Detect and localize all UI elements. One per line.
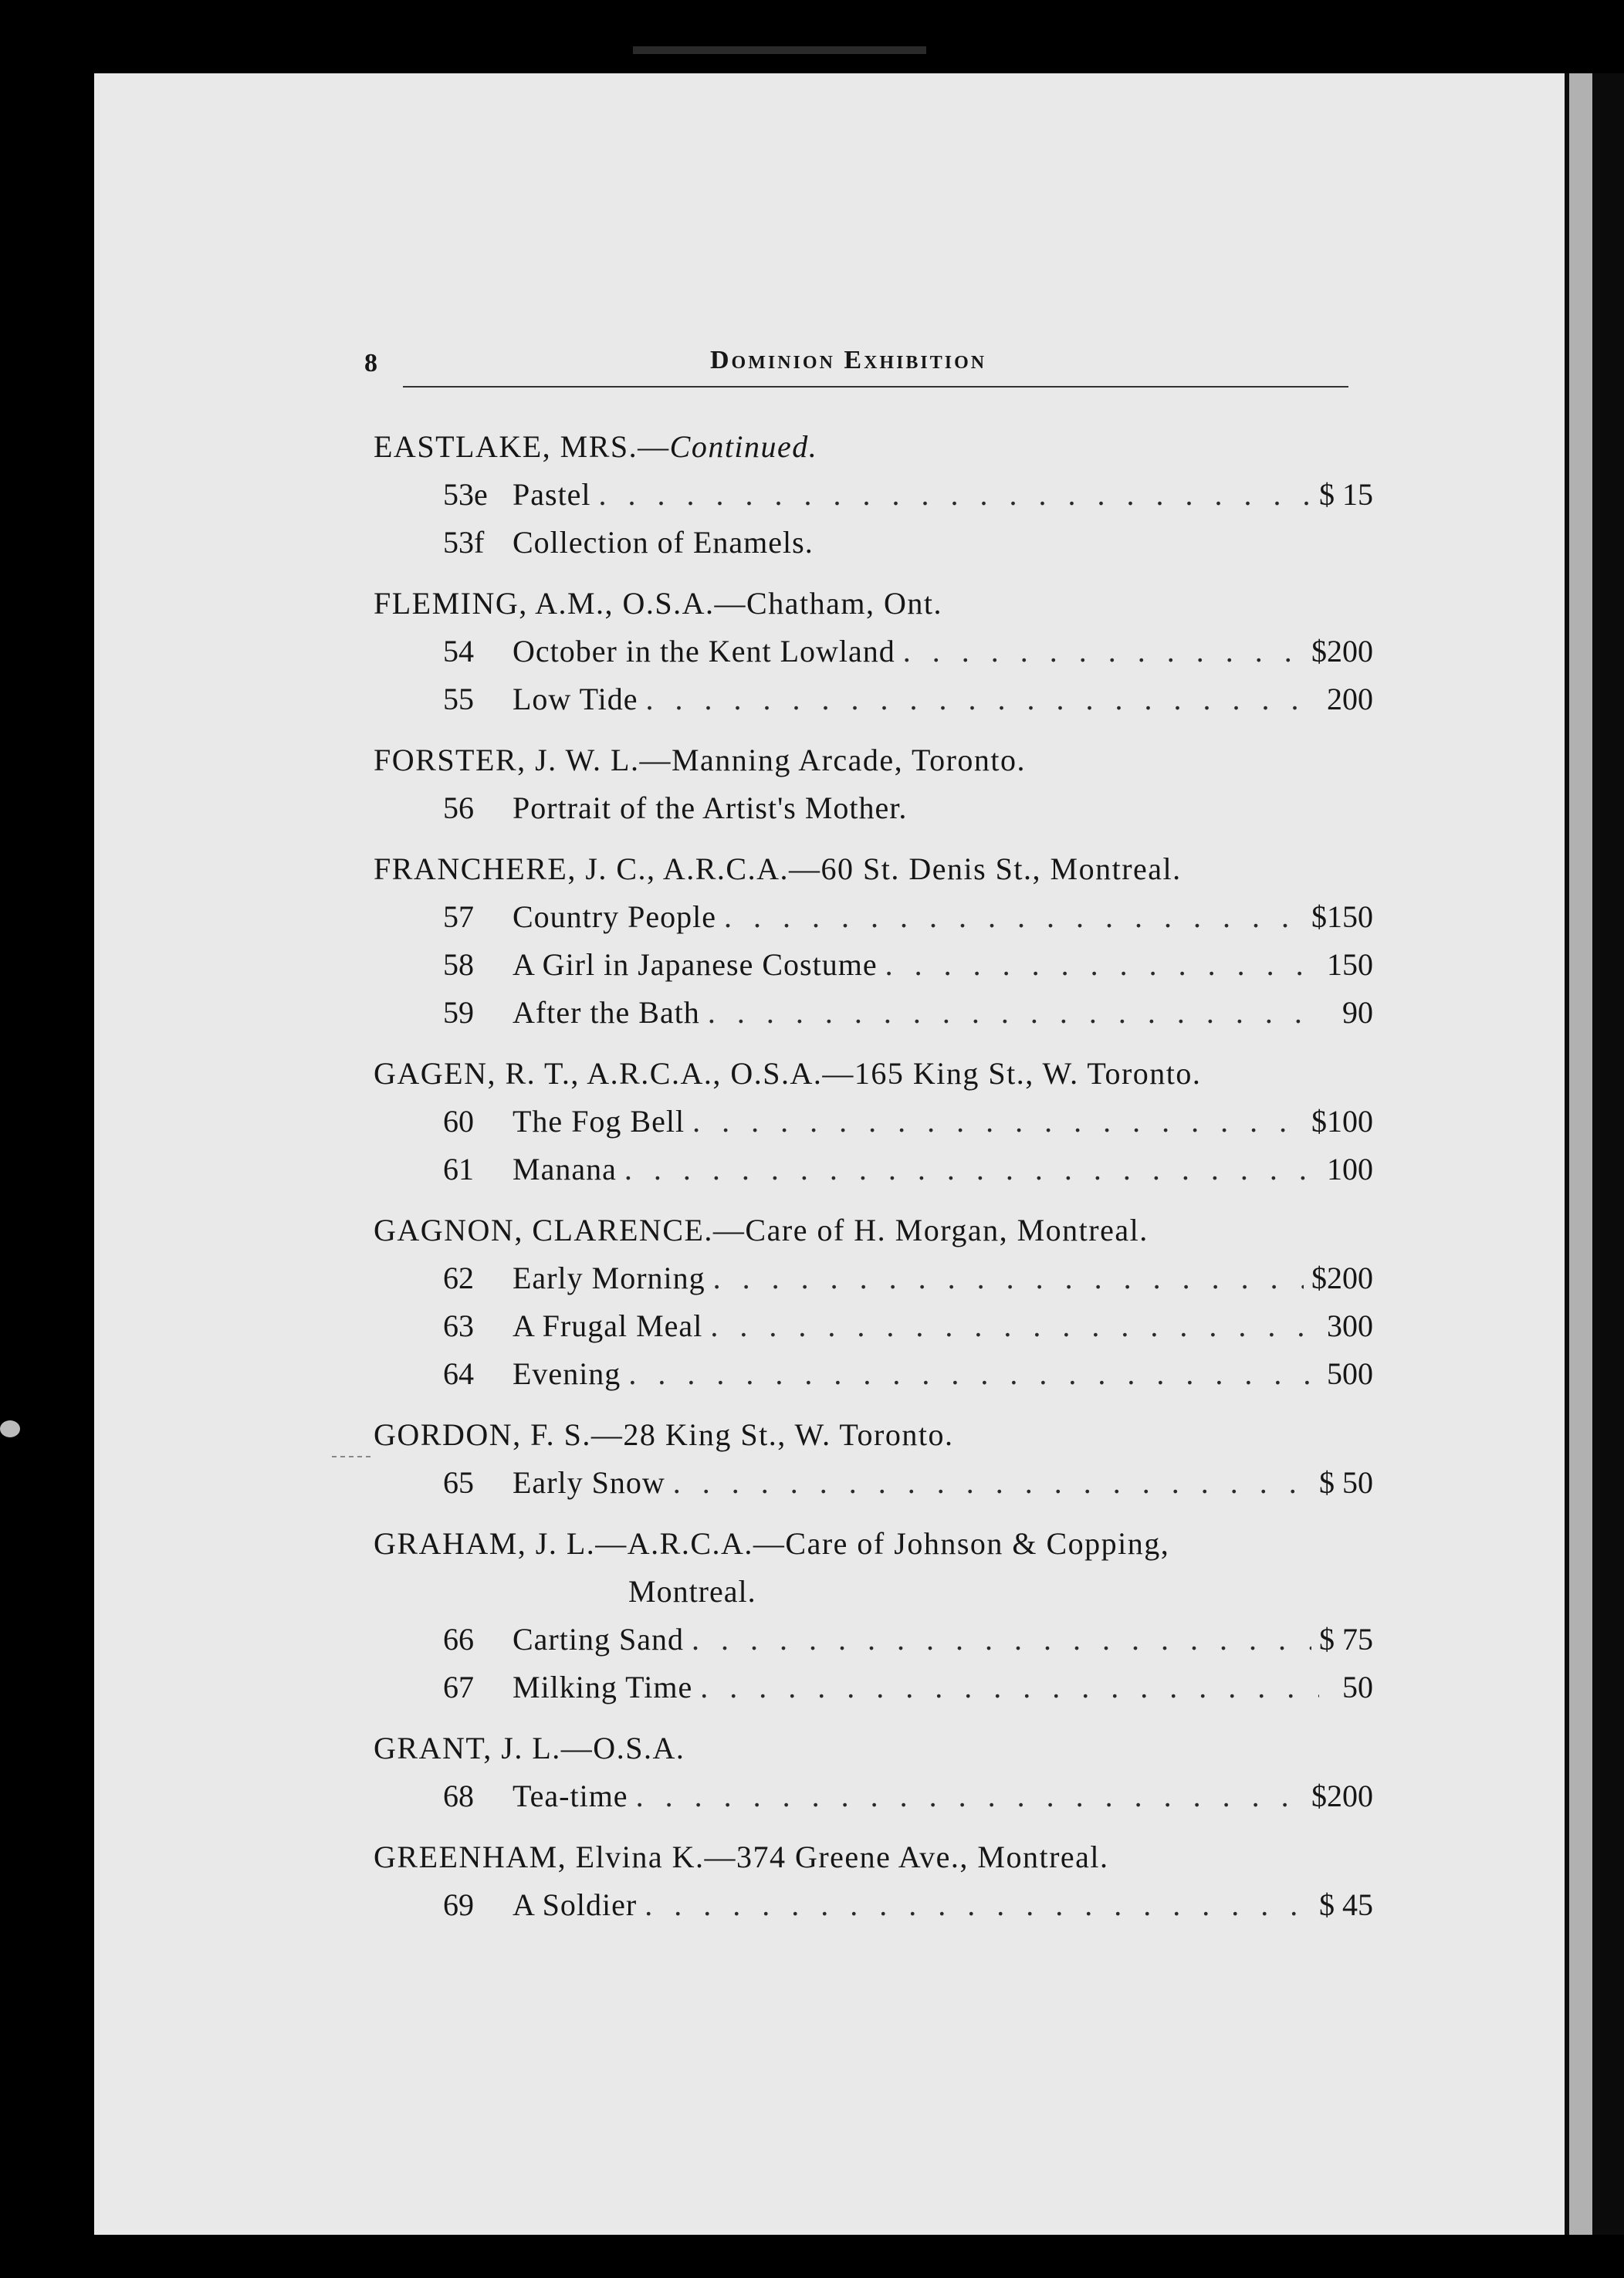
dot-leader: [885, 941, 1319, 989]
artist-heading: [374, 423, 1373, 471]
artist-name: EASTLAKE, MRS.—: [374, 429, 670, 464]
entry-number: 66: [443, 1622, 474, 1657]
entry-price: 90: [1342, 995, 1373, 1030]
entry-number: 64: [443, 1356, 474, 1391]
entry-price: 100: [1327, 1152, 1373, 1186]
catalogue-entry: [374, 989, 1373, 1037]
continued-note: Continued.: [669, 429, 818, 464]
entry-number: 55: [443, 682, 474, 716]
facing-page-sliver: [1569, 73, 1592, 2235]
entry-price: $150: [1311, 899, 1373, 934]
artist-block: [374, 1833, 1373, 1929]
artist-block: [374, 580, 1373, 723]
facing-page-edge: [1565, 73, 1624, 2235]
entry-number: 65: [443, 1465, 474, 1500]
header-rule: [403, 386, 1348, 388]
artist-name: GAGNON, CLARENCE.—Care of H. Morgan, Montreal.: [374, 1213, 1149, 1247]
catalogue-entry: [374, 1098, 1373, 1146]
catalogue-entry: [374, 675, 1373, 723]
entry-number: 56: [443, 790, 474, 825]
entry-price: $ 15: [1319, 477, 1373, 512]
dot-leader: [599, 471, 1311, 519]
catalogue-entry: [374, 519, 1373, 567]
entry-price: 300: [1327, 1308, 1373, 1343]
entry-title: Manana: [513, 1152, 617, 1186]
scan-top-mark: [633, 46, 926, 54]
entry-title: A Soldier: [513, 1887, 638, 1922]
entry-price: $100: [1311, 1104, 1373, 1139]
artist-heading: [374, 1833, 1373, 1881]
entry-title: Portrait of the Artist's Mother.: [513, 790, 908, 825]
dot-leader: [645, 1881, 1311, 1929]
artist-block: [374, 1725, 1373, 1820]
catalogue-entry: [374, 1302, 1373, 1350]
artist-name: GRAHAM, J. L.—A.R.C.A.—Care of Johnson & Copping,: [374, 1526, 1170, 1561]
catalogue-entry: [374, 1146, 1373, 1193]
dot-leader: [903, 628, 1304, 675]
entry-number: 53f: [443, 525, 485, 560]
catalogue-entry: [374, 1772, 1373, 1820]
scan-smudge: [0, 1420, 20, 1437]
catalogue-entry: [374, 1616, 1373, 1664]
catalogue-entry: [374, 1459, 1373, 1507]
entry-title: October in the Kent Lowland: [513, 634, 895, 669]
artist-block: [374, 1050, 1373, 1193]
catalogue-entry: [374, 1254, 1373, 1302]
artist-heading: [374, 580, 1373, 628]
entry-title: Pastel: [513, 477, 591, 512]
artist-name: FORSTER, J. W. L.—Manning Arcade, Toronto.: [374, 743, 1027, 777]
dot-leader: [628, 1350, 1319, 1398]
dot-leader: [710, 1302, 1319, 1350]
entry-price: $ 50: [1319, 1465, 1373, 1500]
entry-title: Collection of Enamels.: [513, 525, 814, 560]
dot-leader: [624, 1146, 1319, 1193]
artist-name: GREENHAM, Elvina K.—374 Greene Ave., Montreal.: [374, 1840, 1109, 1874]
entry-number: 67: [443, 1670, 474, 1704]
catalogue-entry: [374, 628, 1373, 675]
entry-number: 53e: [443, 477, 488, 512]
artist-heading: [374, 1207, 1373, 1254]
entry-title: Early Snow: [513, 1465, 665, 1500]
catalogue-listing: [374, 423, 1373, 1942]
entry-number: 68: [443, 1779, 474, 1813]
artist-name: GRANT, J. L.—O.S.A.: [374, 1731, 685, 1765]
entry-number: 57: [443, 899, 474, 934]
entry-number: 60: [443, 1104, 474, 1139]
catalogue-entry: [374, 893, 1373, 941]
artist-heading: [374, 845, 1373, 893]
entry-price: 500: [1327, 1356, 1373, 1391]
entry-title: Carting Sand: [513, 1622, 684, 1657]
dot-leader: [713, 1254, 1304, 1302]
artist-heading: [374, 1050, 1373, 1098]
artist-block: [374, 845, 1373, 1037]
artist-block: [374, 736, 1373, 832]
dot-leader: [673, 1459, 1311, 1507]
entry-price: 50: [1342, 1670, 1373, 1704]
artist-heading-continuation: Montreal.: [628, 1574, 756, 1609]
artist-heading: [374, 1725, 1373, 1772]
entry-title: A Frugal Meal: [513, 1308, 703, 1343]
artist-block: [374, 423, 1373, 567]
entry-title: Low Tide: [513, 682, 638, 716]
dot-leader: [692, 1098, 1304, 1146]
entry-price: $200: [1311, 1779, 1373, 1813]
catalogue-entry: [374, 784, 1373, 832]
dot-leader: [700, 1664, 1319, 1711]
dot-leader: [724, 893, 1304, 941]
entry-price: 150: [1327, 947, 1373, 982]
artist-heading: [374, 1411, 1373, 1459]
catalogue-entry: [374, 1350, 1373, 1398]
artist-name: FRANCHERE, J. C., A.R.C.A.—60 St. Denis St., Montreal.: [374, 851, 1182, 886]
page-header: [364, 346, 1360, 384]
catalogue-entry: [374, 1664, 1373, 1711]
entry-number: 58: [443, 947, 474, 982]
catalogue-entry: [374, 471, 1373, 519]
artist-block: [374, 1411, 1373, 1507]
artist-name: GAGEN, R. T., A.R.C.A., O.S.A.—165 King St., W. Toronto.: [374, 1056, 1202, 1091]
entry-number: 54: [443, 634, 474, 669]
artist-name: GORDON, F. S.—28 King St., W. Toronto.: [374, 1417, 954, 1452]
dot-leader: [636, 1772, 1304, 1820]
entry-title: Tea-time: [513, 1779, 628, 1813]
artist-name: FLEMING, A.M., O.S.A.—Chatham, Ont.: [374, 586, 942, 621]
entry-price: $ 75: [1319, 1622, 1373, 1657]
artist-heading: [374, 736, 1373, 784]
entry-title: The Fog Bell: [513, 1104, 685, 1139]
catalogue-entry: [374, 1881, 1373, 1929]
entry-price: $200: [1311, 634, 1373, 669]
entry-number: 59: [443, 995, 474, 1030]
dot-leader: [708, 989, 1319, 1037]
dot-leader: [646, 675, 1320, 723]
entry-title: Milking Time: [513, 1670, 693, 1704]
entry-price: $200: [1311, 1261, 1373, 1295]
dot-leader: [692, 1616, 1311, 1664]
entry-title: Evening: [513, 1356, 621, 1391]
entry-title: Early Morning: [513, 1261, 705, 1295]
entry-title: A Girl in Japanese Costume: [513, 947, 878, 982]
entry-title: After the Bath: [513, 995, 700, 1030]
entry-number: 62: [443, 1261, 474, 1295]
artist-block: [374, 1520, 1373, 1711]
page-number: 8: [364, 349, 377, 377]
catalogue-entry: [374, 941, 1373, 989]
running-title: Dominion Exhibition: [710, 346, 987, 374]
entry-number: 61: [443, 1152, 474, 1186]
entry-price: $ 45: [1319, 1887, 1373, 1922]
entry-number: 63: [443, 1308, 474, 1343]
margin-mark: [332, 1456, 370, 1457]
entry-title: Country People: [513, 899, 716, 934]
entry-number: 69: [443, 1887, 474, 1922]
artist-block: [374, 1207, 1373, 1398]
artist-heading: [374, 1520, 1373, 1568]
entry-price: 200: [1327, 682, 1373, 716]
